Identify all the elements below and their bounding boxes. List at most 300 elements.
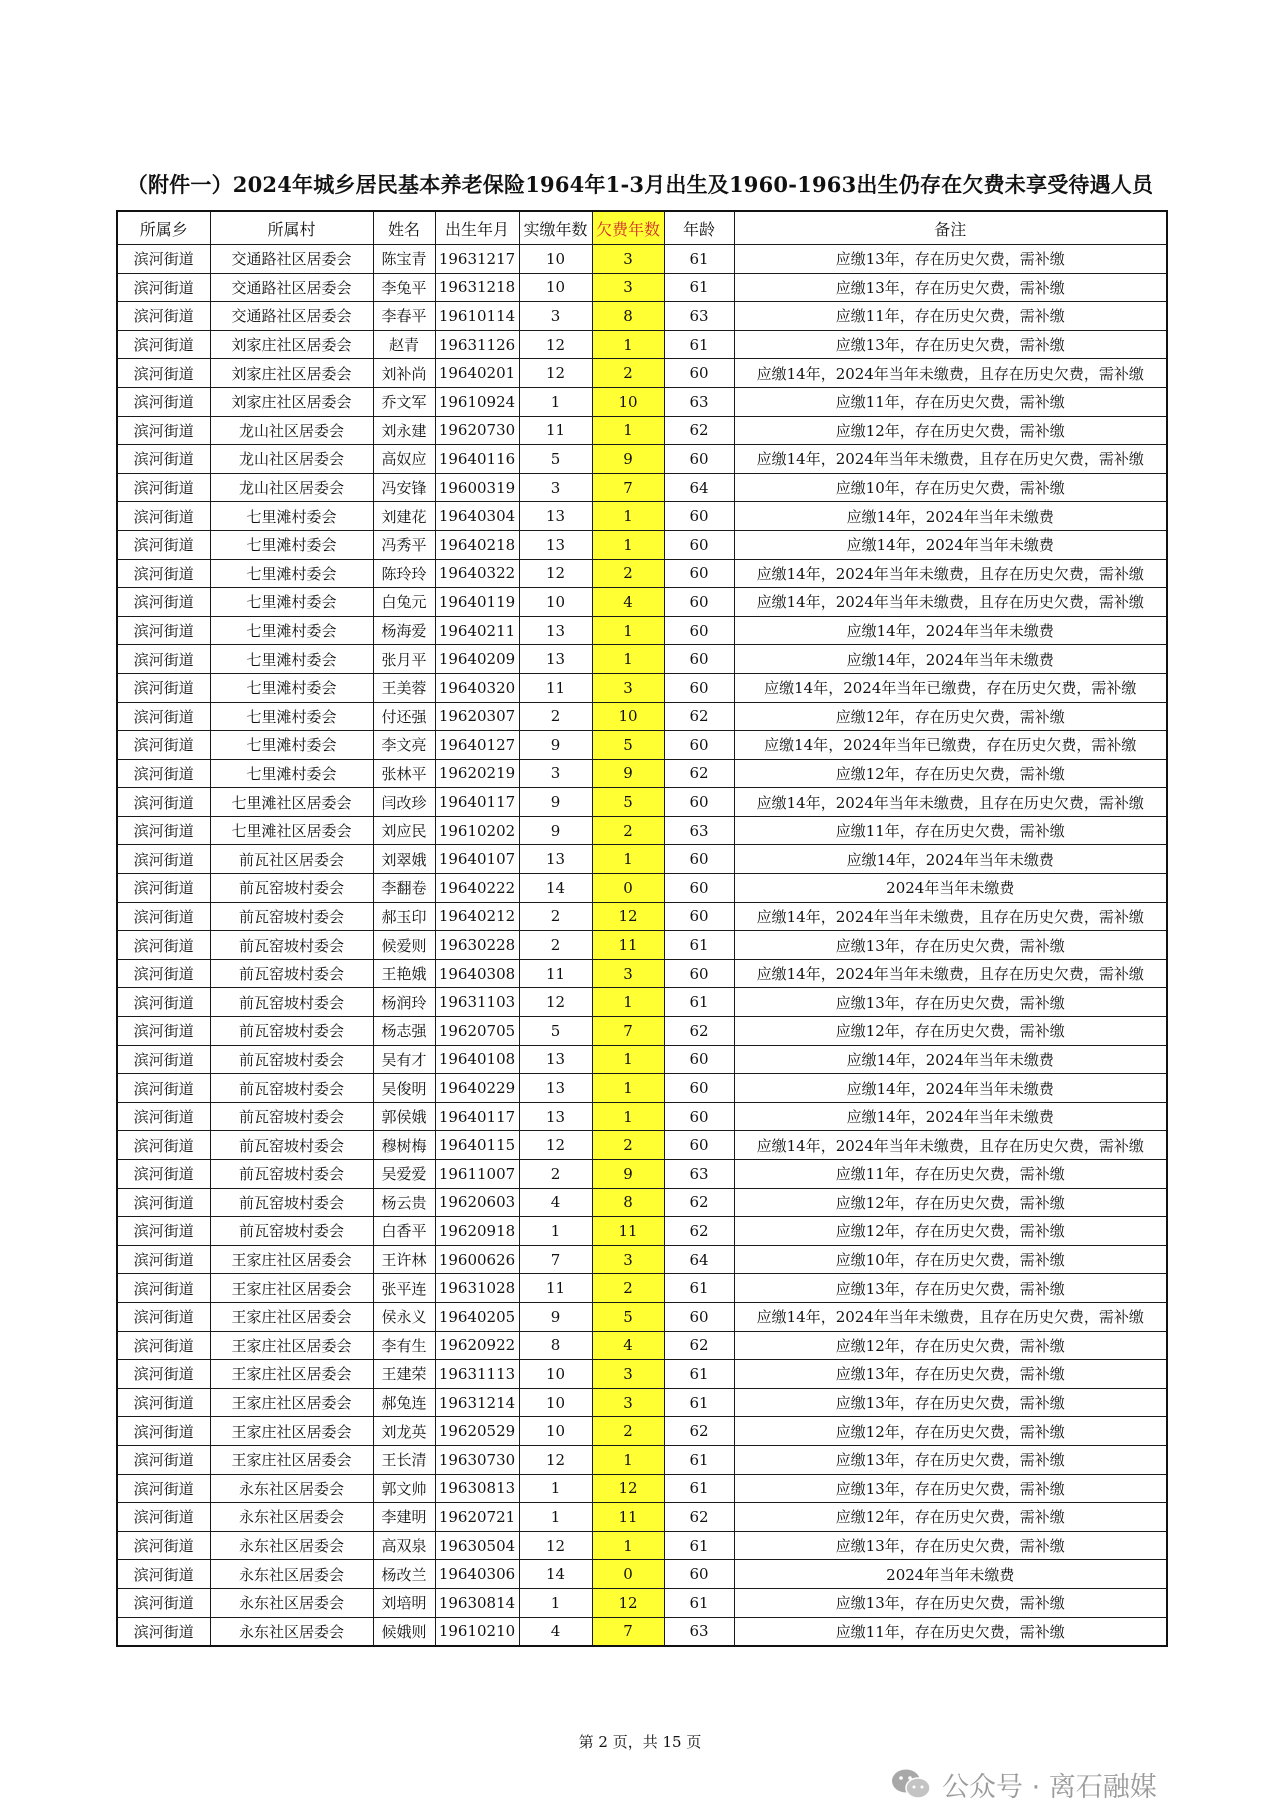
table-row xyxy=(117,245,1167,274)
cell-age: 61 xyxy=(664,245,734,274)
cell-paid-years: 9 xyxy=(519,731,592,760)
cell-township: 滨河街道 xyxy=(117,1188,210,1217)
cell-village: 前瓦窑坡村委会 xyxy=(210,1131,373,1160)
cell-birth-date: 19640222 xyxy=(435,874,519,903)
cell-remarks: 应缴13年，存在历史欠费，需补缴 xyxy=(734,1588,1167,1617)
cell-age: 63 xyxy=(664,1617,734,1646)
cell-township: 滨河街道 xyxy=(117,445,210,474)
cell-village: 七里滩村委会 xyxy=(210,502,373,531)
cell-age: 60 xyxy=(664,959,734,988)
cell-name: 杨改兰 xyxy=(373,1560,435,1589)
cell-township: 滨河街道 xyxy=(117,816,210,845)
cell-remarks: 应缴14年，2024年当年未缴费 xyxy=(734,845,1167,874)
cell-name: 高奴应 xyxy=(373,445,435,474)
cell-owed-years: 3 xyxy=(592,1388,664,1417)
cell-name: 闫改珍 xyxy=(373,788,435,817)
cell-township: 滨河街道 xyxy=(117,1474,210,1503)
cell-paid-years: 14 xyxy=(519,874,592,903)
cell-name: 张平连 xyxy=(373,1274,435,1303)
cell-paid-years: 1 xyxy=(519,1474,592,1503)
cell-township: 滨河街道 xyxy=(117,273,210,302)
cell-age: 60 xyxy=(664,1302,734,1331)
cell-paid-years: 3 xyxy=(519,302,592,331)
cell-village: 龙山社区居委会 xyxy=(210,445,373,474)
cell-village: 前瓦窑坡村委会 xyxy=(210,988,373,1017)
header-remarks: 备注 xyxy=(734,211,1167,245)
cell-village: 前瓦窑坡村委会 xyxy=(210,1102,373,1131)
cell-owed-years: 2 xyxy=(592,1131,664,1160)
cell-township: 滨河街道 xyxy=(117,931,210,960)
cell-paid-years: 2 xyxy=(519,702,592,731)
cell-birth-date: 19640116 xyxy=(435,445,519,474)
table-body xyxy=(117,245,1167,1647)
cell-birth-date: 19631028 xyxy=(435,1274,519,1303)
cell-age: 61 xyxy=(664,273,734,302)
cell-owed-years: 1 xyxy=(592,1074,664,1103)
cell-paid-years: 3 xyxy=(519,759,592,788)
cell-village: 前瓦窑坡村委会 xyxy=(210,1017,373,1046)
cell-age: 60 xyxy=(664,1560,734,1589)
cell-owed-years: 11 xyxy=(592,931,664,960)
cell-township: 滨河街道 xyxy=(117,959,210,988)
cell-remarks: 应缴14年，2024年当年未缴费 xyxy=(734,1102,1167,1131)
cell-remarks: 应缴12年，存在历史欠费，需补缴 xyxy=(734,1188,1167,1217)
cell-name: 李兔平 xyxy=(373,273,435,302)
cell-name: 李翻卷 xyxy=(373,874,435,903)
cell-paid-years: 8 xyxy=(519,1331,592,1360)
cell-paid-years: 1 xyxy=(519,1217,592,1246)
cell-village: 交通路社区居委会 xyxy=(210,273,373,302)
table-row xyxy=(117,1445,1167,1474)
cell-village: 永东社区居委会 xyxy=(210,1560,373,1589)
cell-age: 63 xyxy=(664,1160,734,1189)
cell-name: 候娥则 xyxy=(373,1617,435,1646)
cell-name: 陈宝青 xyxy=(373,245,435,274)
cell-paid-years: 12 xyxy=(519,988,592,1017)
cell-name: 王许林 xyxy=(373,1245,435,1274)
cell-name: 侯永义 xyxy=(373,1302,435,1331)
cell-remarks: 应缴12年，存在历史欠费，需补缴 xyxy=(734,416,1167,445)
cell-paid-years: 13 xyxy=(519,502,592,531)
cell-name: 穆树梅 xyxy=(373,1131,435,1160)
cell-remarks: 应缴14年，2024年当年未缴费，且存在历史欠费，需补缴 xyxy=(734,1302,1167,1331)
table-row xyxy=(117,1274,1167,1303)
cell-remarks: 应缴13年，存在历史欠费，需补缴 xyxy=(734,1531,1167,1560)
cell-remarks: 应缴14年，2024年当年未缴费 xyxy=(734,530,1167,559)
cell-name: 李春平 xyxy=(373,302,435,331)
cell-owed-years: 1 xyxy=(592,1102,664,1131)
table-row xyxy=(117,1217,1167,1246)
cell-village: 王家庄社区居委会 xyxy=(210,1245,373,1274)
table-row xyxy=(117,1360,1167,1389)
cell-age: 62 xyxy=(664,1417,734,1446)
cell-age: 60 xyxy=(664,902,734,931)
cell-name: 吴俊明 xyxy=(373,1074,435,1103)
cell-remarks: 应缴14年，2024年当年未缴费 xyxy=(734,645,1167,674)
cell-remarks: 应缴14年，2024年当年未缴费，且存在历史欠费，需补缴 xyxy=(734,788,1167,817)
cell-paid-years: 12 xyxy=(519,559,592,588)
cell-name: 候爱则 xyxy=(373,931,435,960)
document-title: （附件一）2024年城乡居民基本养老保险1964年1-3月出生及1960-1963出生仍存在欠费未享受待遇人员 xyxy=(126,172,1154,197)
table-header-row xyxy=(117,211,1167,245)
cell-township: 滨河街道 xyxy=(117,1560,210,1589)
cell-village: 交通路社区居委会 xyxy=(210,302,373,331)
table-row xyxy=(117,1474,1167,1503)
cell-age: 62 xyxy=(664,759,734,788)
cell-township: 滨河街道 xyxy=(117,473,210,502)
cell-name: 杨志强 xyxy=(373,1017,435,1046)
cell-birth-date: 19640115 xyxy=(435,1131,519,1160)
cell-township: 滨河街道 xyxy=(117,359,210,388)
cell-birth-date: 19620705 xyxy=(435,1017,519,1046)
cell-name: 王艳娥 xyxy=(373,959,435,988)
cell-owed-years: 2 xyxy=(592,1417,664,1446)
cell-village: 前瓦窑坡村委会 xyxy=(210,1217,373,1246)
cell-village: 刘家庄社区居委会 xyxy=(210,330,373,359)
cell-name: 郝兔连 xyxy=(373,1388,435,1417)
cell-owed-years: 11 xyxy=(592,1217,664,1246)
cell-birth-date: 19640119 xyxy=(435,588,519,617)
cell-remarks: 应缴11年，存在历史欠费，需补缴 xyxy=(734,1617,1167,1646)
cell-age: 60 xyxy=(664,1074,734,1103)
cell-owed-years: 5 xyxy=(592,1302,664,1331)
cell-village: 龙山社区居委会 xyxy=(210,473,373,502)
cell-village: 王家庄社区居委会 xyxy=(210,1445,373,1474)
table-row xyxy=(117,902,1167,931)
cell-remarks: 应缴14年，2024年当年未缴费，且存在历史欠费，需补缴 xyxy=(734,445,1167,474)
cell-birth-date: 19610924 xyxy=(435,387,519,416)
cell-birth-date: 19610210 xyxy=(435,1617,519,1646)
table-row xyxy=(117,673,1167,702)
table-row xyxy=(117,588,1167,617)
arrears-table xyxy=(116,210,1168,1647)
cell-name: 赵青 xyxy=(373,330,435,359)
cell-owed-years: 1 xyxy=(592,502,664,531)
cell-township: 滨河街道 xyxy=(117,731,210,760)
cell-name: 王美蓉 xyxy=(373,673,435,702)
cell-age: 61 xyxy=(664,1360,734,1389)
cell-birth-date: 19600319 xyxy=(435,473,519,502)
cell-birth-date: 19630228 xyxy=(435,931,519,960)
cell-township: 滨河街道 xyxy=(117,1217,210,1246)
cell-age: 60 xyxy=(664,588,734,617)
cell-township: 滨河街道 xyxy=(117,502,210,531)
cell-name: 刘应民 xyxy=(373,816,435,845)
table-row xyxy=(117,1102,1167,1131)
cell-remarks: 应缴13年，存在历史欠费，需补缴 xyxy=(734,1445,1167,1474)
cell-township: 滨河街道 xyxy=(117,845,210,874)
cell-age: 61 xyxy=(664,1388,734,1417)
table-row xyxy=(117,330,1167,359)
cell-age: 62 xyxy=(664,702,734,731)
cell-birth-date: 19620307 xyxy=(435,702,519,731)
cell-township: 滨河街道 xyxy=(117,702,210,731)
cell-village: 永东社区居委会 xyxy=(210,1531,373,1560)
cell-paid-years: 10 xyxy=(519,588,592,617)
cell-village: 七里滩村委会 xyxy=(210,645,373,674)
table-row xyxy=(117,1417,1167,1446)
cell-owed-years: 8 xyxy=(592,1188,664,1217)
table-row xyxy=(117,1160,1167,1189)
cell-owed-years: 1 xyxy=(592,1531,664,1560)
cell-age: 64 xyxy=(664,473,734,502)
cell-village: 刘家庄社区居委会 xyxy=(210,387,373,416)
cell-township: 滨河街道 xyxy=(117,902,210,931)
cell-name: 杨云贵 xyxy=(373,1188,435,1217)
cell-paid-years: 2 xyxy=(519,1160,592,1189)
cell-birth-date: 19640212 xyxy=(435,902,519,931)
cell-village: 七里滩社区居委会 xyxy=(210,816,373,845)
cell-name: 刘补尚 xyxy=(373,359,435,388)
cell-remarks: 应缴14年，2024年当年未缴费，且存在历史欠费，需补缴 xyxy=(734,902,1167,931)
cell-township: 滨河街道 xyxy=(117,1017,210,1046)
cell-paid-years: 10 xyxy=(519,1417,592,1446)
cell-remarks: 应缴12年，存在历史欠费，需补缴 xyxy=(734,1503,1167,1532)
cell-township: 滨河街道 xyxy=(117,1245,210,1274)
cell-remarks: 应缴12年，存在历史欠费，需补缴 xyxy=(734,702,1167,731)
cell-village: 七里滩村委会 xyxy=(210,702,373,731)
cell-owed-years: 3 xyxy=(592,673,664,702)
cell-age: 62 xyxy=(664,1331,734,1360)
cell-paid-years: 13 xyxy=(519,616,592,645)
cell-name: 李建明 xyxy=(373,1503,435,1532)
cell-owed-years: 1 xyxy=(592,416,664,445)
cell-owed-years: 4 xyxy=(592,1331,664,1360)
cell-village: 七里滩村委会 xyxy=(210,530,373,559)
cell-township: 滨河街道 xyxy=(117,1388,210,1417)
cell-name: 郭侯娥 xyxy=(373,1102,435,1131)
cell-owed-years: 9 xyxy=(592,759,664,788)
cell-name: 冯安锋 xyxy=(373,473,435,502)
cell-remarks: 应缴13年，存在历史欠费，需补缴 xyxy=(734,330,1167,359)
cell-owed-years: 2 xyxy=(592,816,664,845)
cell-village: 王家庄社区居委会 xyxy=(210,1360,373,1389)
cell-name: 陈玲玲 xyxy=(373,559,435,588)
cell-age: 60 xyxy=(664,445,734,474)
watermark-text: 公众号 · 离石融媒 xyxy=(942,1771,1157,1803)
cell-paid-years: 10 xyxy=(519,1360,592,1389)
cell-remarks: 应缴13年，存在历史欠费，需补缴 xyxy=(734,988,1167,1017)
cell-paid-years: 13 xyxy=(519,1074,592,1103)
cell-name: 杨海爱 xyxy=(373,616,435,645)
cell-age: 62 xyxy=(664,1503,734,1532)
cell-owed-years: 5 xyxy=(592,788,664,817)
cell-age: 60 xyxy=(664,645,734,674)
cell-age: 61 xyxy=(664,1531,734,1560)
cell-village: 永东社区居委会 xyxy=(210,1503,373,1532)
cell-township: 滨河街道 xyxy=(117,759,210,788)
cell-village: 前瓦窑坡村委会 xyxy=(210,959,373,988)
cell-owed-years: 0 xyxy=(592,874,664,903)
cell-owed-years: 1 xyxy=(592,616,664,645)
cell-remarks: 应缴14年，2024年当年未缴费，且存在历史欠费，需补缴 xyxy=(734,588,1167,617)
cell-village: 七里滩村委会 xyxy=(210,731,373,760)
cell-paid-years: 1 xyxy=(519,1503,592,1532)
cell-age: 61 xyxy=(664,988,734,1017)
cell-remarks: 应缴14年，2024年当年未缴费，且存在历史欠费，需补缴 xyxy=(734,1131,1167,1160)
cell-remarks: 应缴11年，存在历史欠费，需补缴 xyxy=(734,387,1167,416)
cell-age: 62 xyxy=(664,1188,734,1217)
cell-remarks: 2024年当年未缴费 xyxy=(734,874,1167,903)
cell-birth-date: 19631103 xyxy=(435,988,519,1017)
cell-owed-years: 10 xyxy=(592,702,664,731)
cell-paid-years: 3 xyxy=(519,473,592,502)
cell-township: 滨河街道 xyxy=(117,616,210,645)
cell-township: 滨河街道 xyxy=(117,1417,210,1446)
cell-age: 60 xyxy=(664,1102,734,1131)
cell-paid-years: 11 xyxy=(519,416,592,445)
cell-birth-date: 19640127 xyxy=(435,731,519,760)
table-row xyxy=(117,1331,1167,1360)
cell-village: 七里滩社区居委会 xyxy=(210,788,373,817)
cell-age: 60 xyxy=(664,874,734,903)
cell-name: 吴有才 xyxy=(373,1045,435,1074)
cell-name: 郝玉印 xyxy=(373,902,435,931)
cell-owed-years: 1 xyxy=(592,645,664,674)
cell-owed-years: 0 xyxy=(592,1560,664,1589)
cell-owed-years: 9 xyxy=(592,1160,664,1189)
cell-paid-years: 5 xyxy=(519,1017,592,1046)
cell-birth-date: 19640211 xyxy=(435,616,519,645)
cell-birth-date: 19610114 xyxy=(435,302,519,331)
cell-remarks: 应缴12年，存在历史欠费，需补缴 xyxy=(734,759,1167,788)
cell-village: 前瓦窑坡村委会 xyxy=(210,902,373,931)
cell-paid-years: 10 xyxy=(519,245,592,274)
cell-village: 七里滩村委会 xyxy=(210,559,373,588)
cell-name: 白兔元 xyxy=(373,588,435,617)
cell-township: 滨河街道 xyxy=(117,1045,210,1074)
table-row xyxy=(117,559,1167,588)
cell-township: 滨河街道 xyxy=(117,1360,210,1389)
cell-paid-years: 10 xyxy=(519,1388,592,1417)
cell-name: 王建荣 xyxy=(373,1360,435,1389)
cell-birth-date: 19640229 xyxy=(435,1074,519,1103)
cell-paid-years: 12 xyxy=(519,1531,592,1560)
cell-owed-years: 2 xyxy=(592,1274,664,1303)
cell-name: 王长清 xyxy=(373,1445,435,1474)
cell-paid-years: 12 xyxy=(519,1445,592,1474)
cell-remarks: 应缴14年，2024年当年未缴费 xyxy=(734,1045,1167,1074)
table-row xyxy=(117,1503,1167,1532)
cell-owed-years: 12 xyxy=(592,902,664,931)
cell-owed-years: 4 xyxy=(592,588,664,617)
cell-remarks: 应缴14年，2024年当年未缴费，且存在历史欠费，需补缴 xyxy=(734,359,1167,388)
cell-village: 王家庄社区居委会 xyxy=(210,1331,373,1360)
cell-age: 61 xyxy=(664,1474,734,1503)
table-row xyxy=(117,959,1167,988)
cell-birth-date: 19640205 xyxy=(435,1302,519,1331)
cell-age: 63 xyxy=(664,816,734,845)
cell-name: 李有生 xyxy=(373,1331,435,1360)
cell-village: 永东社区居委会 xyxy=(210,1588,373,1617)
table-row xyxy=(117,616,1167,645)
cell-birth-date: 19640209 xyxy=(435,645,519,674)
cell-birth-date: 19610202 xyxy=(435,816,519,845)
cell-owed-years: 11 xyxy=(592,1503,664,1532)
cell-name: 刘培明 xyxy=(373,1588,435,1617)
cell-township: 滨河街道 xyxy=(117,1302,210,1331)
cell-age: 63 xyxy=(664,302,734,331)
cell-age: 61 xyxy=(664,330,734,359)
cell-age: 60 xyxy=(664,1045,734,1074)
cell-township: 滨河街道 xyxy=(117,673,210,702)
cell-birth-date: 19620603 xyxy=(435,1188,519,1217)
cell-owed-years: 3 xyxy=(592,1245,664,1274)
cell-paid-years: 11 xyxy=(519,959,592,988)
cell-paid-years: 7 xyxy=(519,1245,592,1274)
table-row xyxy=(117,1388,1167,1417)
cell-birth-date: 19640306 xyxy=(435,1560,519,1589)
cell-township: 滨河街道 xyxy=(117,330,210,359)
cell-age: 61 xyxy=(664,1274,734,1303)
cell-paid-years: 12 xyxy=(519,359,592,388)
cell-village: 王家庄社区居委会 xyxy=(210,1274,373,1303)
table-row xyxy=(117,1131,1167,1160)
cell-paid-years: 4 xyxy=(519,1188,592,1217)
cell-birth-date: 19631214 xyxy=(435,1388,519,1417)
cell-birth-date: 19640308 xyxy=(435,959,519,988)
header-birth-date: 出生年月 xyxy=(435,211,519,245)
table-row xyxy=(117,273,1167,302)
cell-remarks: 应缴11年，存在历史欠费，需补缴 xyxy=(734,816,1167,845)
cell-age: 60 xyxy=(664,673,734,702)
table-row xyxy=(117,1045,1167,1074)
table-row xyxy=(117,759,1167,788)
table-row xyxy=(117,387,1167,416)
cell-township: 滨河街道 xyxy=(117,1274,210,1303)
cell-township: 滨河街道 xyxy=(117,530,210,559)
cell-age: 61 xyxy=(664,1445,734,1474)
cell-name: 高双泉 xyxy=(373,1531,435,1560)
cell-remarks: 应缴13年，存在历史欠费，需补缴 xyxy=(734,273,1167,302)
cell-village: 刘家庄社区居委会 xyxy=(210,359,373,388)
cell-remarks: 应缴10年，存在历史欠费，需补缴 xyxy=(734,473,1167,502)
cell-owed-years: 12 xyxy=(592,1588,664,1617)
cell-owed-years: 1 xyxy=(592,988,664,1017)
table-row xyxy=(117,816,1167,845)
cell-township: 滨河街道 xyxy=(117,387,210,416)
cell-birth-date: 19631218 xyxy=(435,273,519,302)
cell-birth-date: 19620219 xyxy=(435,759,519,788)
cell-age: 60 xyxy=(664,845,734,874)
cell-birth-date: 19620922 xyxy=(435,1331,519,1360)
cell-paid-years: 11 xyxy=(519,673,592,702)
cell-birth-date: 19640117 xyxy=(435,788,519,817)
cell-birth-date: 19630813 xyxy=(435,1474,519,1503)
cell-village: 王家庄社区居委会 xyxy=(210,1417,373,1446)
cell-village: 七里滩村委会 xyxy=(210,588,373,617)
cell-age: 62 xyxy=(664,416,734,445)
cell-birth-date: 19630730 xyxy=(435,1445,519,1474)
cell-remarks: 应缴14年，2024年当年未缴费，且存在历史欠费，需补缴 xyxy=(734,559,1167,588)
cell-remarks: 应缴12年，存在历史欠费，需补缴 xyxy=(734,1217,1167,1246)
table-row xyxy=(117,1588,1167,1617)
cell-paid-years: 9 xyxy=(519,788,592,817)
table-row xyxy=(117,445,1167,474)
watermark xyxy=(890,1764,1157,1804)
cell-age: 60 xyxy=(664,559,734,588)
cell-remarks: 应缴13年，存在历史欠费，需补缴 xyxy=(734,931,1167,960)
cell-name: 刘永建 xyxy=(373,416,435,445)
table-row xyxy=(117,645,1167,674)
cell-remarks: 应缴14年，2024年当年已缴费，存在历史欠费，需补缴 xyxy=(734,731,1167,760)
cell-village: 王家庄社区居委会 xyxy=(210,1302,373,1331)
cell-village: 永东社区居委会 xyxy=(210,1474,373,1503)
cell-birth-date: 19631217 xyxy=(435,245,519,274)
cell-township: 滨河街道 xyxy=(117,245,210,274)
cell-name: 刘翠娥 xyxy=(373,845,435,874)
cell-owed-years: 3 xyxy=(592,273,664,302)
